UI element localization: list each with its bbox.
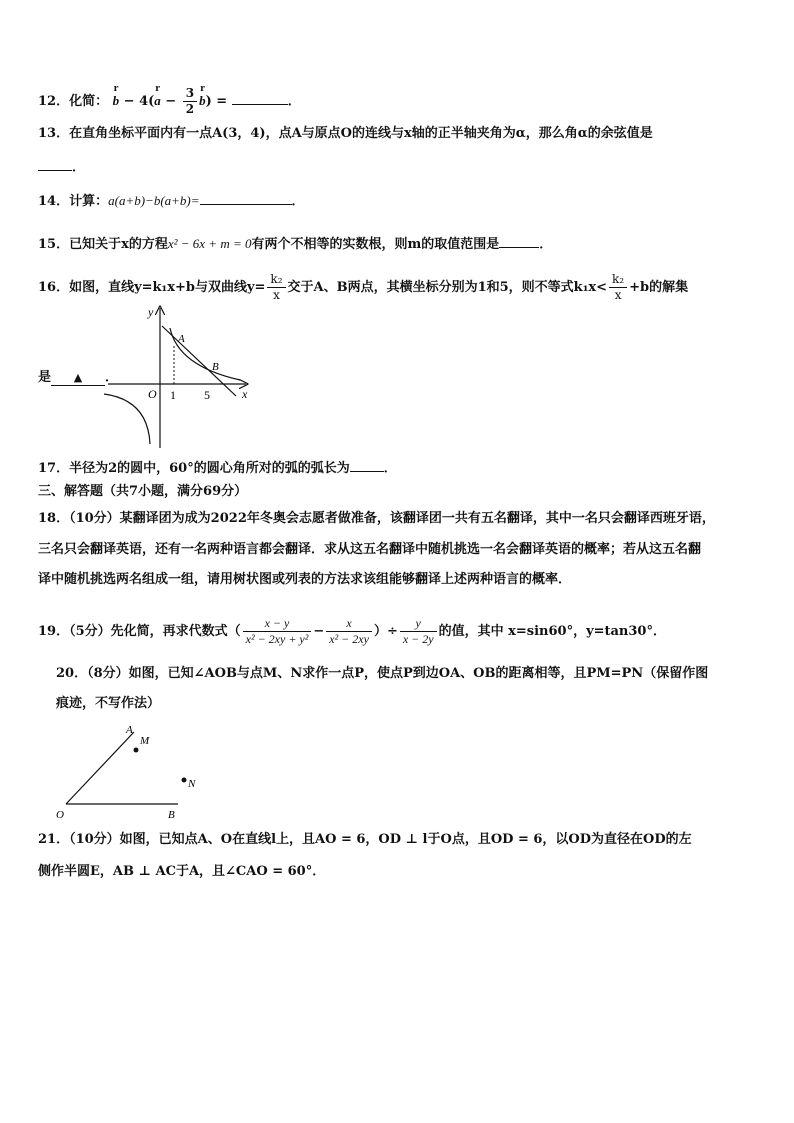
fraction-k2-x: $\frac{\text{k₂}}{x}$ [267, 272, 285, 303]
answer-blank-15[interactable] [499, 233, 539, 248]
question-16-line2: 是 ▲ ． [38, 370, 119, 385]
ray-oa [66, 732, 134, 804]
tick-5: 5 [204, 388, 210, 402]
hyperbola-graph [100, 300, 260, 450]
label-x: x [242, 387, 248, 401]
question-20-line1: 20．（8分）如图，已知∠AOB与点M、N求作一点P，使点P到边OA、OB的距离相等，且PM=PN（保留作图 [56, 666, 709, 681]
label-O: O [56, 809, 64, 821]
answer-blank-16[interactable] [51, 371, 105, 386]
vector-b2: r b [199, 91, 206, 111]
answer-blank-12[interactable] [232, 90, 288, 105]
fraction-3-2: $\frac{3}{2}$ [183, 86, 197, 117]
vector-a: r a [154, 91, 161, 111]
point-M [134, 748, 139, 753]
question-18-line3: 译中随机挑选两名组成一组，请用树状图或列表的方法求该组能够翻译上述两种语言的概率． [38, 572, 572, 587]
label-B: B [212, 361, 219, 373]
fraction-19-1: $\frac{x - y}{\text{x² − 2xy + y²}}$ [243, 616, 312, 647]
answer-blank-13[interactable] [38, 156, 72, 171]
label-A: A [126, 724, 133, 736]
question-21-line2: 侧作半圆E，AB ⊥ AC于A，且∠CAO = 60°． [38, 864, 326, 879]
question-19: 19．（5分）先化简，再求代数式（ $\frac{x - y}{\text{x² − 2xy + y²}}$ − $\frac{x}{\text{x² − 2xy}}$ ）÷ $\frac{y}{x - 2y}$ 的值，其中 x=sin60°，y=tan30°． [38, 616, 666, 646]
question-17: 17．半径为2的圆中，60°的圆心角所对的弧的弧长为 ． [38, 457, 397, 479]
question-21-line1: 21．（10分）如图，已知点A、O在直线l上，且AO = 6，OD ⊥ l于O点，且OD = 6，以OD为直径在OD的左 [38, 832, 692, 847]
answer-blank-17[interactable] [350, 457, 384, 472]
triangle-icon: ▲ [73, 371, 83, 384]
question-13-line2: ． [38, 156, 85, 178]
question-15: 15．已知关于x的方程x² − 6x + m = 0有两个不相等的实数根，则m的取值范围是 ． [38, 233, 552, 255]
angle-aob-figure [56, 722, 206, 824]
question-18-line1: 18．（10分）某翻译团为成为2022年冬奥会志愿者做准备，该翻译团一共有五名翻译，其中一名只会翻译西班牙语， [38, 511, 715, 526]
label-N: N [188, 778, 196, 790]
hyperbola-branch-2 [104, 394, 150, 444]
label-M: M [140, 735, 150, 747]
tick-1: 1 [170, 388, 176, 402]
answer-blank-14[interactable] [200, 190, 292, 205]
question-20-line2: 痕迹，不写作法） [56, 696, 161, 711]
fraction-k2-x-2: $\frac{\text{k₂}}{x}$ [609, 272, 627, 303]
line-k1x-b [162, 326, 236, 396]
question-12: 12．化简： r b − 4(r a − $\frac{3}{2}$ r b) = ． [38, 86, 301, 117]
label-origin: O [148, 387, 157, 401]
question-13: 13．在直角坐标平面内有一点A(3，4)，点A与原点O的连线与x轴的正半轴夹角为α，那么角α的余弦值是 [38, 126, 653, 141]
expression-14: a(a+b)−b(a+b)= [108, 193, 200, 208]
fraction-19-3: $\frac{y}{x - 2y}$ [400, 616, 437, 647]
section-3-heading: 三、解答题（共7小题，满分69分） [38, 484, 248, 499]
vector-b: r b [113, 91, 120, 111]
label-A: A [178, 333, 185, 345]
equation-15: x² − 6x + m = 0 [167, 236, 252, 251]
point-N [182, 778, 187, 783]
label-y: y [148, 305, 154, 319]
question-18-line2: 三名只会翻译英语，还有一名两种语言都会翻译．求从这五名翻译中随机挑选一名会翻译英语的概率；若从这五名翻 [38, 542, 702, 557]
fraction-19-2: $\frac{x}{\text{x² − 2xy}}$ [326, 616, 372, 647]
question-16: 16．如图，直线y=k₁x+b与双曲线y= $\frac{\text{k₂}}{x}$ 交于A、B两点，其横坐标分别为1和5，则不等式k₁x< $\frac{\text{k₂}}{x}$ +b的解集 [38, 272, 689, 302]
label-B: B [168, 809, 175, 821]
question-14: 14．计算：a(a+b)−b(a+b)= ． [38, 190, 305, 212]
